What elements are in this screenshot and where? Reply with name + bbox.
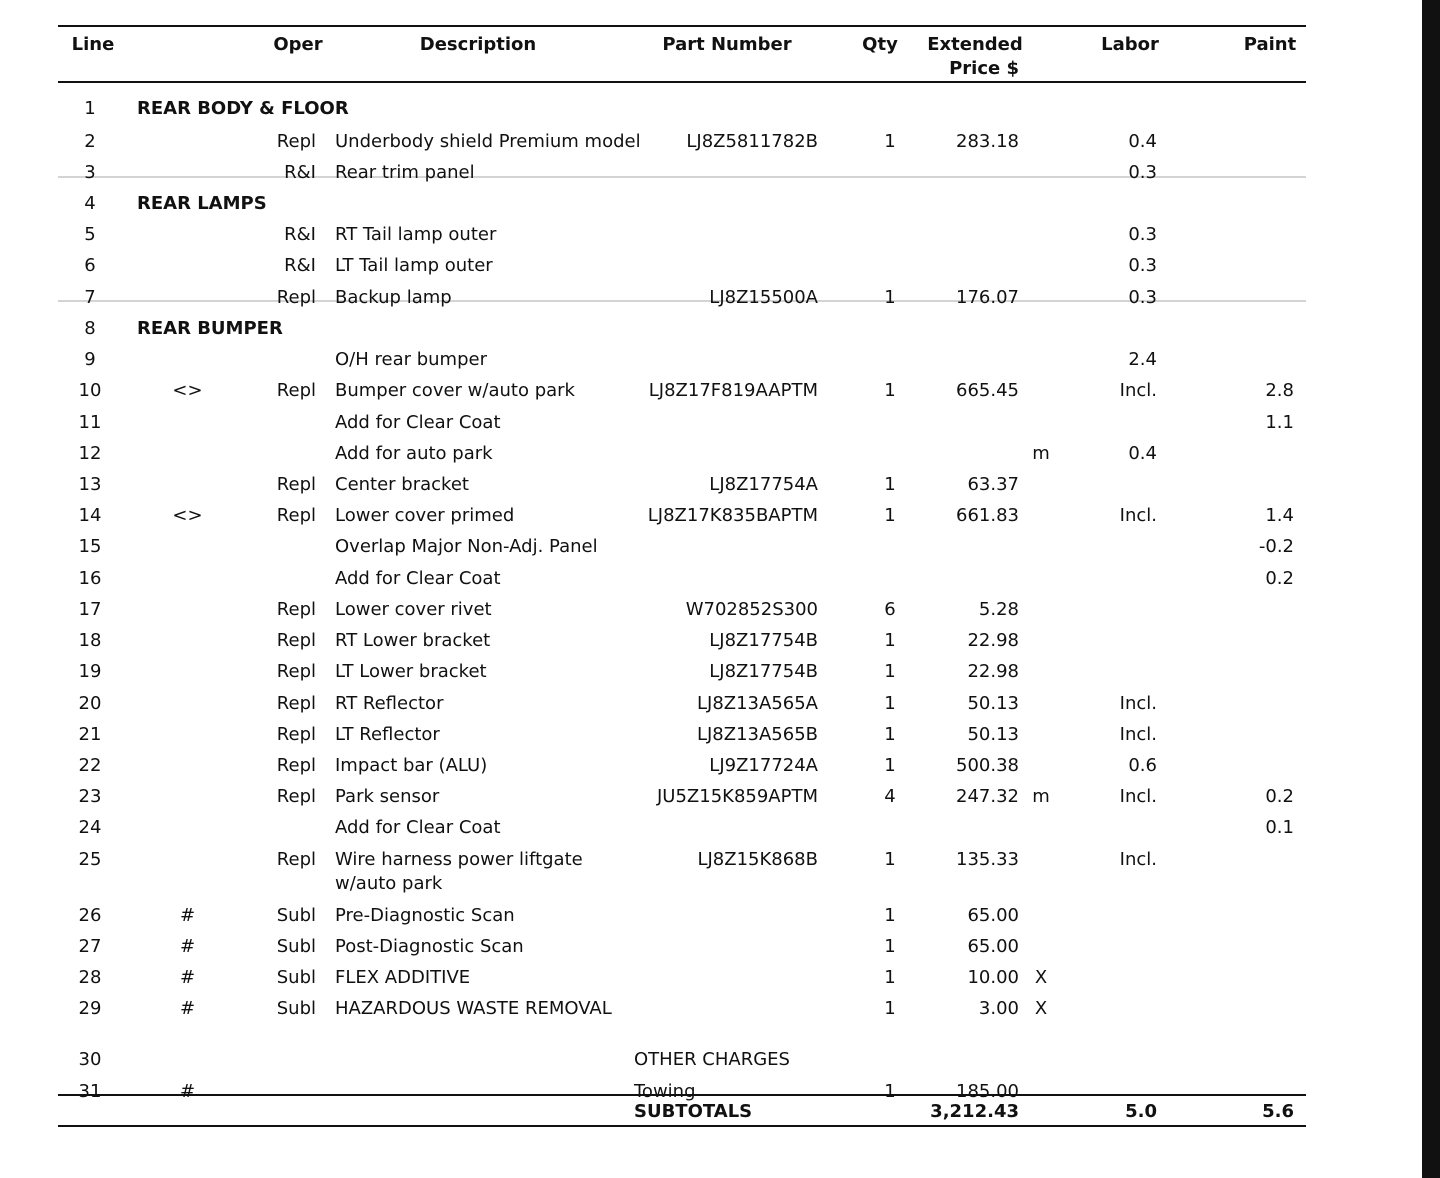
operation: Subl — [276, 905, 316, 926]
other-charge: OTHER CHARGES — [634, 1049, 790, 1070]
price-flag: X — [1034, 967, 1048, 988]
operation: Repl — [276, 474, 316, 495]
line-number: 26 — [78, 905, 102, 926]
part-number: LJ9Z17724A — [709, 755, 818, 776]
labor-hours: Incl. — [1119, 724, 1157, 745]
header-line: Line — [71, 34, 115, 55]
extended-price: 661.83 — [956, 505, 1019, 526]
operation: Repl — [276, 599, 316, 620]
header-labor: Labor — [1101, 34, 1159, 55]
extended-price: 665.45 — [956, 380, 1019, 401]
line-number: 1 — [84, 98, 96, 119]
subtotal-labor: 5.0 — [1125, 1101, 1157, 1122]
extended-price: 176.07 — [956, 287, 1019, 308]
line-number: 20 — [78, 693, 102, 714]
row-marker: <> — [172, 380, 203, 401]
description: Backup lamp — [335, 287, 452, 308]
extended-price: 5.28 — [978, 599, 1019, 620]
extended-price: 185.00 — [956, 1081, 1019, 1102]
labor-hours: Incl. — [1119, 380, 1157, 401]
extended-price: 65.00 — [967, 936, 1019, 957]
subtotal-bottom-rule — [58, 1125, 1306, 1127]
line-number: 31 — [78, 1081, 102, 1102]
extended-price: 135.33 — [956, 849, 1019, 870]
operation: R&I — [284, 255, 316, 276]
header-price: Price $ — [949, 58, 1019, 79]
description: Pre-Diagnostic Scan — [335, 905, 515, 926]
price-flag: m — [1032, 786, 1050, 807]
header-part-number: Part Number — [662, 34, 792, 55]
extended-price: 10.00 — [967, 967, 1019, 988]
line-number: 6 — [84, 255, 96, 276]
quantity: 4 — [884, 786, 896, 807]
part-number: LJ8Z17F819AAPTM — [648, 380, 818, 401]
quantity: 1 — [884, 998, 896, 1019]
header-qty: Qty — [862, 34, 898, 55]
operation: Repl — [276, 661, 316, 682]
header-bottom-rule — [58, 81, 1306, 83]
quantity: 1 — [884, 630, 896, 651]
operation: Repl — [276, 380, 316, 401]
extended-price: 3.00 — [978, 998, 1019, 1019]
operation: Repl — [276, 724, 316, 745]
extended-price: 63.37 — [967, 474, 1019, 495]
description: Wire harness power liftgate — [335, 849, 583, 870]
header-extended: Extended — [927, 34, 1023, 55]
part-number: LJ8Z17754B — [709, 630, 818, 651]
quantity: 1 — [884, 849, 896, 870]
description: Lower cover rivet — [335, 599, 492, 620]
labor-hours: 0.3 — [1128, 255, 1157, 276]
subtotal-paint: 5.6 — [1262, 1101, 1294, 1122]
price-flag: m — [1032, 443, 1050, 464]
quantity: 1 — [884, 287, 896, 308]
extended-price: 283.18 — [956, 131, 1019, 152]
description: Rear trim panel — [335, 162, 475, 183]
part-number: LJ8Z17754A — [709, 474, 818, 495]
line-number: 7 — [84, 287, 96, 308]
price-flag: X — [1034, 998, 1048, 1019]
extended-price: 247.32 — [956, 786, 1019, 807]
operation: Repl — [276, 786, 316, 807]
description: LT Lower bracket — [335, 661, 487, 682]
line-number: 16 — [78, 568, 102, 589]
row-marker: # — [179, 936, 196, 957]
labor-hours: Incl. — [1119, 505, 1157, 526]
line-number: 25 — [78, 849, 102, 870]
description: Park sensor — [335, 786, 440, 807]
quantity: 1 — [884, 474, 896, 495]
header-description: Description — [419, 34, 537, 55]
paint-hours: 0.2 — [1265, 568, 1294, 589]
line-number: 5 — [84, 224, 96, 245]
right-edge-bar — [1422, 0, 1440, 1178]
paint-hours: 1.1 — [1265, 412, 1294, 433]
operation: Repl — [276, 505, 316, 526]
row-marker: # — [179, 1081, 196, 1102]
line-number: 12 — [78, 443, 102, 464]
labor-hours: 0.4 — [1128, 443, 1157, 464]
paint-hours: 0.2 — [1265, 786, 1294, 807]
description-continued: w/auto park — [335, 873, 443, 894]
quantity: 1 — [884, 967, 896, 988]
subtotals-label: SUBTOTALS — [634, 1101, 753, 1122]
quantity: 1 — [884, 380, 896, 401]
paint-hours: 2.8 — [1265, 380, 1294, 401]
line-number: 28 — [78, 967, 102, 988]
line-number: 21 — [78, 724, 102, 745]
part-number: LJ8Z17754B — [709, 661, 818, 682]
quantity: 1 — [884, 693, 896, 714]
line-number: 27 — [78, 936, 102, 957]
description: LT Tail lamp outer — [335, 255, 493, 276]
description: Impact bar (ALU) — [335, 755, 488, 776]
quantity: 1 — [884, 724, 896, 745]
extended-price: 65.00 — [967, 905, 1019, 926]
quantity: 1 — [884, 936, 896, 957]
operation: R&I — [284, 162, 316, 183]
line-number: 10 — [78, 380, 102, 401]
description: RT Reflector — [335, 693, 444, 714]
quantity: 1 — [884, 755, 896, 776]
row-marker: # — [179, 967, 196, 988]
description: O/H rear bumper — [335, 349, 487, 370]
extended-price: 22.98 — [967, 630, 1019, 651]
part-number: JU5Z15K859APTM — [656, 786, 818, 807]
line-number: 9 — [84, 349, 96, 370]
line-number: 19 — [78, 661, 102, 682]
operation: Subl — [276, 936, 316, 957]
line-number: 8 — [84, 318, 96, 339]
labor-hours: Incl. — [1119, 693, 1157, 714]
labor-hours: Incl. — [1119, 849, 1157, 870]
line-number: 29 — [78, 998, 102, 1019]
description: Add for Clear Coat — [335, 412, 501, 433]
quantity: 1 — [884, 1081, 896, 1102]
extended-price: 50.13 — [967, 693, 1019, 714]
header-oper: Oper — [273, 34, 323, 55]
line-number: 4 — [84, 193, 96, 214]
line-number: 14 — [78, 505, 102, 526]
paint-hours: 0.1 — [1265, 817, 1294, 838]
quantity: 6 — [884, 599, 896, 620]
description: Add for Clear Coat — [335, 817, 501, 838]
quantity: 1 — [884, 661, 896, 682]
labor-hours: Incl. — [1119, 786, 1157, 807]
description: RT Tail lamp outer — [335, 224, 497, 245]
description: Add for Clear Coat — [335, 568, 501, 589]
row-marker: <> — [172, 505, 203, 526]
quantity: 1 — [884, 505, 896, 526]
description: Bumper cover w/auto park — [335, 380, 575, 401]
line-number: 17 — [78, 599, 102, 620]
line-number: 23 — [78, 786, 102, 807]
line-number: 13 — [78, 474, 102, 495]
description: Overlap Major Non-Adj. Panel — [335, 536, 598, 557]
operation: Repl — [276, 755, 316, 776]
operation: Repl — [276, 131, 316, 152]
labor-hours: 0.3 — [1128, 287, 1157, 308]
part-number: LJ8Z15K868B — [697, 849, 818, 870]
operation: Repl — [276, 849, 316, 870]
part-number: W702852S300 — [685, 599, 818, 620]
header-paint: Paint — [1243, 34, 1297, 55]
labor-hours: 2.4 — [1128, 349, 1157, 370]
line-number: 24 — [78, 817, 102, 838]
quantity: 1 — [884, 131, 896, 152]
labor-hours: 0.3 — [1128, 162, 1157, 183]
description: RT Lower bracket — [335, 630, 491, 651]
part-number: LJ8Z13A565A — [696, 693, 818, 714]
description: Lower cover primed — [335, 505, 515, 526]
row-marker: # — [179, 905, 196, 926]
line-number: 18 — [78, 630, 102, 651]
labor-hours: 0.3 — [1128, 224, 1157, 245]
operation: Subl — [276, 967, 316, 988]
part-number: LJ8Z5811782B — [686, 131, 818, 152]
row-marker: # — [179, 998, 196, 1019]
line-number: 2 — [84, 131, 96, 152]
description: Center bracket — [335, 474, 469, 495]
part-number: LJ8Z13A565B — [696, 724, 818, 745]
paint-hours: 1.4 — [1265, 505, 1294, 526]
description: HAZARDOUS WASTE REMOVAL — [335, 998, 612, 1019]
part-number: LJ8Z15500A — [709, 287, 818, 308]
line-number: 11 — [78, 412, 102, 433]
operation: Repl — [276, 630, 316, 651]
line-number: 30 — [78, 1049, 102, 1070]
line-number: 3 — [84, 162, 96, 183]
operation: R&I — [284, 224, 316, 245]
description: Post-Diagnostic Scan — [335, 936, 524, 957]
other-charge: Towing — [634, 1081, 696, 1102]
description: LT Reflector — [335, 724, 440, 745]
section-title: REAR BODY & FLOOR — [137, 98, 349, 119]
operation: Repl — [276, 287, 316, 308]
labor-hours: 0.4 — [1128, 131, 1157, 152]
description: Underbody shield Premium model — [335, 131, 641, 152]
description: FLEX ADDITIVE — [335, 967, 471, 988]
quantity: 1 — [884, 905, 896, 926]
paint-hours: -0.2 — [1258, 536, 1294, 557]
subtotal-price: 3,212.43 — [930, 1101, 1019, 1122]
extended-price: 22.98 — [967, 661, 1019, 682]
extended-price: 50.13 — [967, 724, 1019, 745]
extended-price: 500.38 — [956, 755, 1019, 776]
description: Add for auto park — [335, 443, 493, 464]
operation: Repl — [276, 693, 316, 714]
header-top-rule — [58, 25, 1306, 27]
operation: Subl — [276, 998, 316, 1019]
line-number: 22 — [78, 755, 102, 776]
part-number: LJ8Z17K835BAPTM — [647, 505, 818, 526]
section-title: REAR BUMPER — [137, 318, 283, 339]
section-title: REAR LAMPS — [137, 193, 267, 214]
line-number: 15 — [78, 536, 102, 557]
labor-hours: 0.6 — [1128, 755, 1157, 776]
